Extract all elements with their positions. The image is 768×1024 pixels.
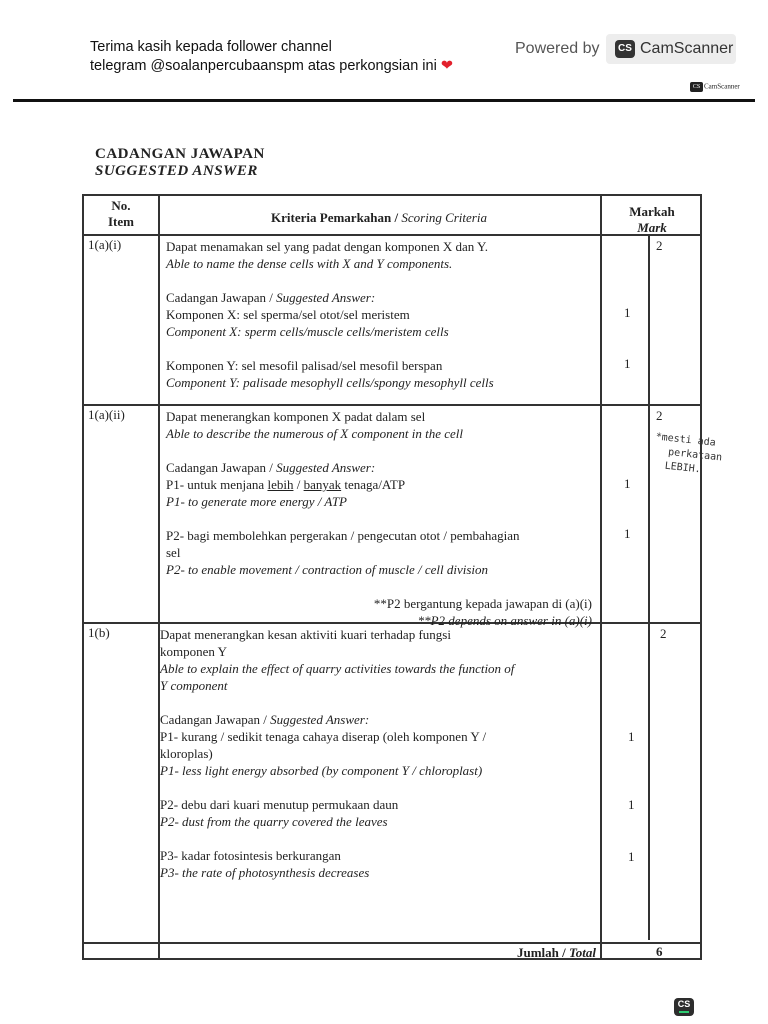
- criteria-line: Dapat menamakan sel yang padat dengan komponen X dan Y.: [166, 239, 489, 254]
- criteria-line: P1- to generate more energy / ATP: [166, 494, 347, 509]
- row-item-1ai: 1(a)(i): [88, 237, 122, 252]
- header-item-no: No.: [111, 198, 131, 213]
- row-border-1: [84, 404, 700, 406]
- criteria-line: P1- untuk menjana lebih / banyak tenaga/ATP: [166, 477, 406, 492]
- banner-line-2-text: telegram @soalanpercubaanspm atas perkongsian ini: [90, 58, 437, 74]
- sub-mark: 1: [624, 476, 631, 491]
- criteria-line: P2- dust from the quarry covered the leaves: [160, 814, 388, 829]
- sub-mark: 1: [628, 849, 635, 864]
- header-criteria: [164, 210, 594, 226]
- criteria-line: Dapat menerangkan komponen X padat dalam sel: [166, 409, 426, 424]
- sub-mark: 1: [628, 797, 635, 812]
- criteria-line: Able to name the dense cells with X and Y components.: [166, 256, 453, 271]
- scoring-table: [82, 194, 723, 960]
- header-mark: [604, 204, 700, 236]
- sub-mark: 1: [624, 526, 631, 541]
- criteria-note: **P2 bergantung kepada jawapan di (a)(i): [373, 596, 592, 611]
- criteria-line: Komponen Y: sel mesofil palisad/sel mesofil berspan: [166, 358, 443, 373]
- camscanner-corner-bar: [679, 1011, 689, 1013]
- row-total-mark-1ai: 2: [656, 238, 663, 253]
- criteria-line: Komponen X: sel sperma/sel otot/sel meristem: [166, 307, 410, 322]
- header-criteria-english: Scoring Criteria: [401, 210, 487, 225]
- criteria-line: P1- kurang / sedikit tenaga cahaya diserap (oleh komponen Y /: [160, 729, 487, 744]
- criteria-note: **P2 depends on answer in (a)(i): [417, 613, 592, 628]
- criteria-line: Able to explain the effect of quarry activities towards the function of: [160, 661, 515, 676]
- col-divider-criteria: [600, 196, 602, 958]
- header-mark-malay: Markah: [629, 204, 675, 219]
- criteria-line: P3- the rate of photosynthesis decreases: [160, 865, 370, 880]
- criteria-line: Dapat menerangkan kesan aktiviti kuari terhadap fungsi: [160, 627, 451, 642]
- header-item: [88, 198, 154, 230]
- col-divider-mark: [648, 234, 650, 940]
- criteria-line: P2- to enable movement / contraction of muscle / cell division: [166, 562, 489, 577]
- criteria-line: sel: [166, 545, 181, 560]
- camscanner-badge[interactable]: [606, 34, 736, 64]
- camscanner-small-brand: CamScanner: [704, 82, 740, 91]
- criteria-line: Cadangan Jawapan / Suggested Answer:: [166, 290, 376, 305]
- sub-mark: 1: [628, 729, 635, 744]
- total-value: 6: [656, 944, 663, 959]
- criteria-line: Component X: sperm cells/muscle cells/meristem cells: [166, 324, 449, 339]
- total-label: Jumlah / Total: [517, 945, 596, 960]
- row-total-mark-1aii: 2: [656, 408, 663, 423]
- header-mark-english: Mark: [637, 220, 667, 235]
- row-criteria-1b: [160, 626, 596, 881]
- document-heading: [95, 146, 265, 180]
- powered-by-label: Powered by: [515, 40, 600, 57]
- top-banner: [0, 0, 768, 102]
- handwritten-note: *mesti ada perkataan LEBIH.: [655, 431, 723, 476]
- row-criteria-1ai: [166, 238, 596, 391]
- row-item-1aii: 1(a)(ii): [88, 407, 125, 422]
- row-item-1b: 1(b): [88, 625, 110, 640]
- scanned-document: [0, 102, 768, 1024]
- criteria-line: Able to describe the numerous of X component in the cell: [166, 426, 464, 441]
- sub-mark: 1: [624, 356, 631, 371]
- heading-malay: CADANGAN JAWAPAN: [95, 146, 265, 162]
- criteria-line: Component Y: palisade mesophyll cells/spongy mesophyll cells: [166, 375, 494, 390]
- header-criteria-malay: Kriteria Pemarkahan /: [271, 210, 399, 225]
- criteria-line: P3- kadar fotosintesis berkurangan: [160, 848, 341, 863]
- banner-message: [90, 38, 453, 76]
- camscanner-watermark: [690, 82, 740, 92]
- camscanner-corner-icon[interactable]: CS: [674, 998, 694, 1016]
- heading-english: SUGGESTED ANSWER: [95, 163, 258, 179]
- criteria-line: kloroplas): [160, 746, 213, 761]
- heart-icon: ❤: [440, 58, 453, 74]
- row-criteria-1aii: [166, 408, 596, 629]
- banner-line-2: [90, 57, 453, 76]
- criteria-line: Cadangan Jawapan / Suggested Answer:: [166, 460, 376, 475]
- camscanner-logo-icon: CS: [615, 40, 635, 58]
- criteria-line: Cadangan Jawapan / Suggested Answer:: [160, 712, 370, 727]
- camscanner-small-logo-icon: CS: [690, 82, 703, 92]
- sub-mark: 1: [624, 305, 631, 320]
- criteria-line: Y component: [160, 678, 228, 693]
- criteria-line: komponen Y: [160, 644, 228, 659]
- criteria-line: P2- debu dari kuari menutup permukaan daun: [160, 797, 399, 812]
- header-item-item: Item: [108, 214, 134, 229]
- camscanner-brand-name: CamScanner: [640, 40, 734, 57]
- criteria-line: P1- less light energy absorbed (by component Y / chloroplast): [160, 763, 483, 778]
- row-total-mark-1b: 2: [660, 626, 667, 641]
- banner-line-1: Terima kasih kepada follower channel: [90, 39, 332, 55]
- criteria-line: P2- bagi membolehkan pergerakan / pengecutan otot / pembahagian: [166, 528, 520, 543]
